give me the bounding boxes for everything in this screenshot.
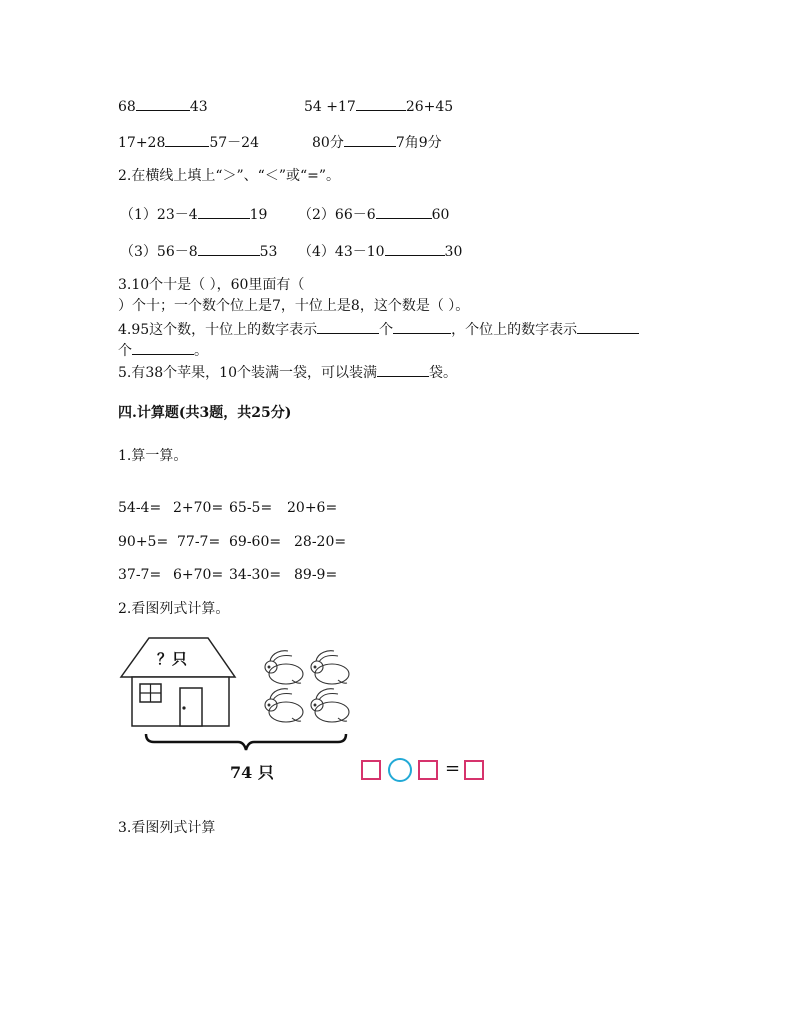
answer-blank[interactable] bbox=[317, 319, 379, 334]
calc-item: 54-4= bbox=[118, 500, 162, 516]
compare-right: 7角9分 bbox=[395, 135, 442, 151]
answer-blank[interactable] bbox=[377, 362, 429, 377]
answer-blank[interactable] bbox=[198, 241, 260, 256]
compare-row-1b bbox=[304, 96, 453, 116]
q3-line-2: ）个十；一个数个位上是7，十位上是8，这个数是（ ）。 bbox=[118, 298, 470, 314]
answer-box-2[interactable] bbox=[418, 760, 438, 780]
total-brace bbox=[140, 732, 354, 754]
q3-line-1: 3.10个十是（ ），60里面有（ bbox=[118, 277, 305, 293]
q2-item-3: （3）56－8 53 bbox=[120, 241, 277, 261]
answer-box-1[interactable] bbox=[361, 760, 381, 780]
answer-box-result[interactable] bbox=[464, 760, 484, 780]
answer-blank[interactable] bbox=[136, 96, 190, 111]
calc-item: 34-30= bbox=[229, 567, 282, 583]
q5: 5.有38个苹果，10个装满一袋，可以装满 袋。 bbox=[118, 362, 457, 382]
compare-left: 17+28 bbox=[118, 135, 166, 151]
section-title: 四.计算题(共3题，共25分) bbox=[118, 405, 292, 421]
calc-item: 90+5= bbox=[118, 534, 169, 550]
house-label: ？只 bbox=[157, 650, 188, 668]
q2-item-2: （2）66－6 60 bbox=[298, 204, 449, 224]
answer-blank[interactable] bbox=[165, 132, 209, 147]
compare-row-2 bbox=[118, 132, 259, 152]
calc-item: 2+70= bbox=[173, 500, 224, 516]
q4-line-1: 4.95这个数，十位上的数字表示 个 ，个位上的数字表示 bbox=[118, 319, 639, 339]
compare-left: 80分 bbox=[312, 135, 344, 151]
calc-row-1 bbox=[118, 499, 337, 517]
operator-circle[interactable] bbox=[388, 758, 412, 782]
answer-blank[interactable] bbox=[385, 241, 445, 256]
calc-item: 77-7= bbox=[177, 534, 221, 550]
answer-blank[interactable] bbox=[344, 132, 396, 147]
compare-right: 57－24 bbox=[209, 135, 259, 151]
equals-sign: = bbox=[445, 758, 461, 779]
calc-item: 28-20= bbox=[294, 534, 347, 550]
compare-left: 68 bbox=[118, 99, 136, 115]
compare-right: 43 bbox=[189, 99, 208, 115]
q2-item-4: （4）43－10 30 bbox=[298, 241, 462, 261]
rabbits-illustration bbox=[260, 647, 358, 727]
calc-item: 65-5= bbox=[229, 500, 273, 516]
calc-item: 89-9= bbox=[294, 567, 338, 583]
answer-blank[interactable] bbox=[577, 319, 639, 334]
q4-line-2: 个 。 bbox=[118, 340, 208, 360]
calc-row-3 bbox=[118, 566, 337, 584]
calc-item: 6+70= bbox=[173, 567, 224, 583]
answer-blank[interactable] bbox=[393, 319, 451, 334]
calc-item: 20+6= bbox=[287, 500, 338, 516]
answer-blank[interactable] bbox=[198, 204, 250, 219]
q3-picture-title: 3.看图列式计算 bbox=[118, 820, 216, 836]
answer-blank[interactable] bbox=[132, 340, 194, 355]
q2-title: 2.在横线上填上“＞”、“＜”或“=”。 bbox=[118, 168, 341, 184]
answer-blank[interactable] bbox=[356, 96, 406, 111]
calc-item: 69-60= bbox=[229, 534, 282, 550]
compare-left: 54 +17 bbox=[304, 99, 356, 115]
answer-blank[interactable] bbox=[376, 204, 432, 219]
compare-right: 26+45 bbox=[405, 99, 454, 115]
picture-question-title: 2.看图列式计算。 bbox=[118, 601, 230, 617]
total-label: 74 只 bbox=[230, 763, 274, 782]
compare-row-2b bbox=[312, 132, 442, 152]
calc-item: 37-7= bbox=[118, 567, 162, 583]
q2-item-1: （1）23－4 19 bbox=[120, 204, 267, 224]
calc-title: 1.算一算。 bbox=[118, 448, 188, 464]
compare-row-1 bbox=[118, 96, 208, 116]
calc-row-2 bbox=[118, 533, 346, 551]
